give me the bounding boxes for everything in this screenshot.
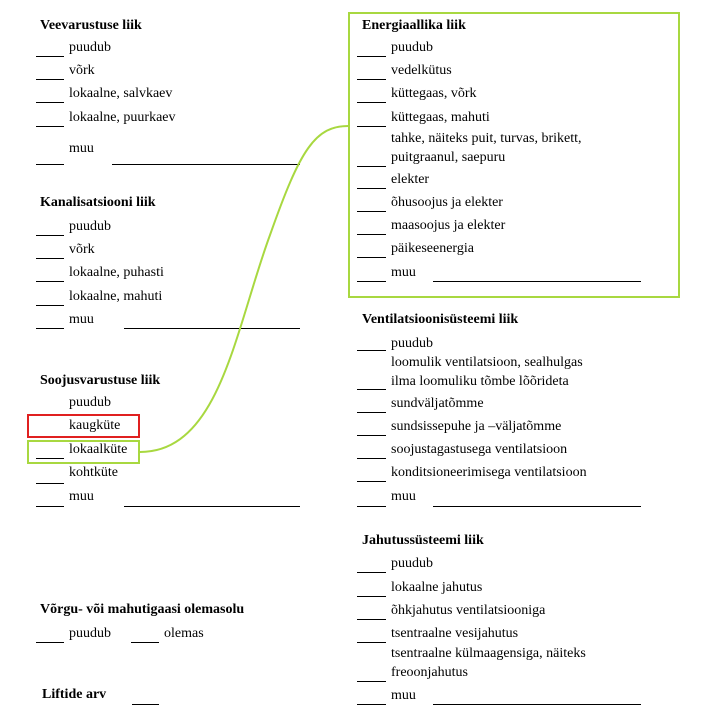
water-option-borehole: lokaalne, puurkaev: [69, 110, 176, 125]
cooling-option-other: muu: [391, 688, 416, 703]
energy-option-air-heat: õhusoojus ja elekter: [391, 195, 503, 210]
gas-title: Võrgu- või mahutigaasi olemasolu: [40, 602, 245, 617]
ventilation-option-natural-cont: ilma loomuliku tõmbe lõõrideta: [391, 374, 569, 389]
water-supply-title: Veevarustuse liik: [40, 18, 142, 33]
sewer-title: Kanalisatsiooni liik: [40, 195, 156, 210]
ventilation-option-exhaust: sundväljatõmme: [391, 396, 484, 411]
energy-option-other: muu: [391, 265, 416, 280]
energy-option-electricity: elekter: [391, 172, 430, 187]
cooling-option-central-water: tsentraalne vesijahutus: [391, 626, 519, 641]
cooling-option-air: õhkjahutus ventilatsiooniga: [391, 603, 546, 618]
heating-title: Soojusvarustuse liik: [40, 373, 161, 388]
heating-option-none: puudub: [69, 395, 111, 410]
energy-option-none: puudub: [391, 40, 433, 55]
ventilation-title: Ventilatsioonisüsteemi liik: [362, 312, 519, 327]
energy-option-ground-heat: maasoojus ja elekter: [391, 218, 506, 233]
gas-option-present: olemas: [164, 626, 204, 641]
sewer-option-other: muu: [69, 312, 94, 327]
water-option-other: muu: [69, 141, 94, 156]
energy-option-solid-fuel: tahke, näiteks puit, turvas, brikett,: [391, 131, 582, 146]
energy-option-liquid-fuel: vedelkütus: [391, 63, 452, 78]
cooling-option-refrigerant: tsentraalne külmaagensiga, näiteks: [391, 646, 586, 661]
cooling-option-refrigerant-cont: freoonjahutus: [391, 665, 468, 680]
ventilation-option-supply-exhaust: sundsissepuhe ja –väljatõmme: [391, 419, 562, 434]
ventilation-option-other: muu: [391, 489, 416, 504]
cooling-option-none: puudub: [391, 556, 433, 571]
lifts-title: Liftide arv: [42, 687, 107, 702]
cooling-option-local: lokaalne jahutus: [391, 580, 483, 595]
sewer-option-none: puudub: [69, 219, 111, 234]
water-option-network: võrk: [69, 63, 95, 78]
energy-option-gas-tank: küttegaas, mahuti: [391, 110, 490, 125]
ventilation-option-conditioning: konditsioneerimisega ventilatsioon: [391, 465, 587, 480]
heating-option-other: muu: [69, 489, 94, 504]
energy-option-gas-network: küttegaas, võrk: [391, 86, 477, 101]
sewer-option-tank: lokaalne, mahuti: [69, 289, 163, 304]
ventilation-option-heat-recovery: soojustagastusega ventilatsioon: [391, 442, 568, 457]
sewer-option-network: võrk: [69, 242, 95, 257]
heating-option-district: kaugküte: [69, 418, 121, 433]
water-option-well: lokaalne, salvkaev: [69, 86, 173, 101]
energy-title: Energiaallika liik: [362, 18, 466, 33]
heating-option-stove: kohtküte: [69, 465, 118, 480]
ventilation-option-natural: loomulik ventilatsioon, sealhulgas: [391, 355, 583, 370]
cooling-title: Jahutussüsteemi liik: [362, 533, 484, 548]
ventilation-option-none: puudub: [391, 336, 433, 351]
gas-option-none: puudub: [69, 626, 111, 641]
energy-option-solid-fuel-cont: puitgraanul, saepuru: [391, 150, 506, 165]
energy-option-solar: päikeseenergia: [391, 241, 474, 256]
water-option-none: puudub: [69, 40, 111, 55]
heating-option-local: lokaalküte: [69, 442, 128, 457]
sewer-option-treatment: lokaalne, puhasti: [69, 265, 164, 280]
